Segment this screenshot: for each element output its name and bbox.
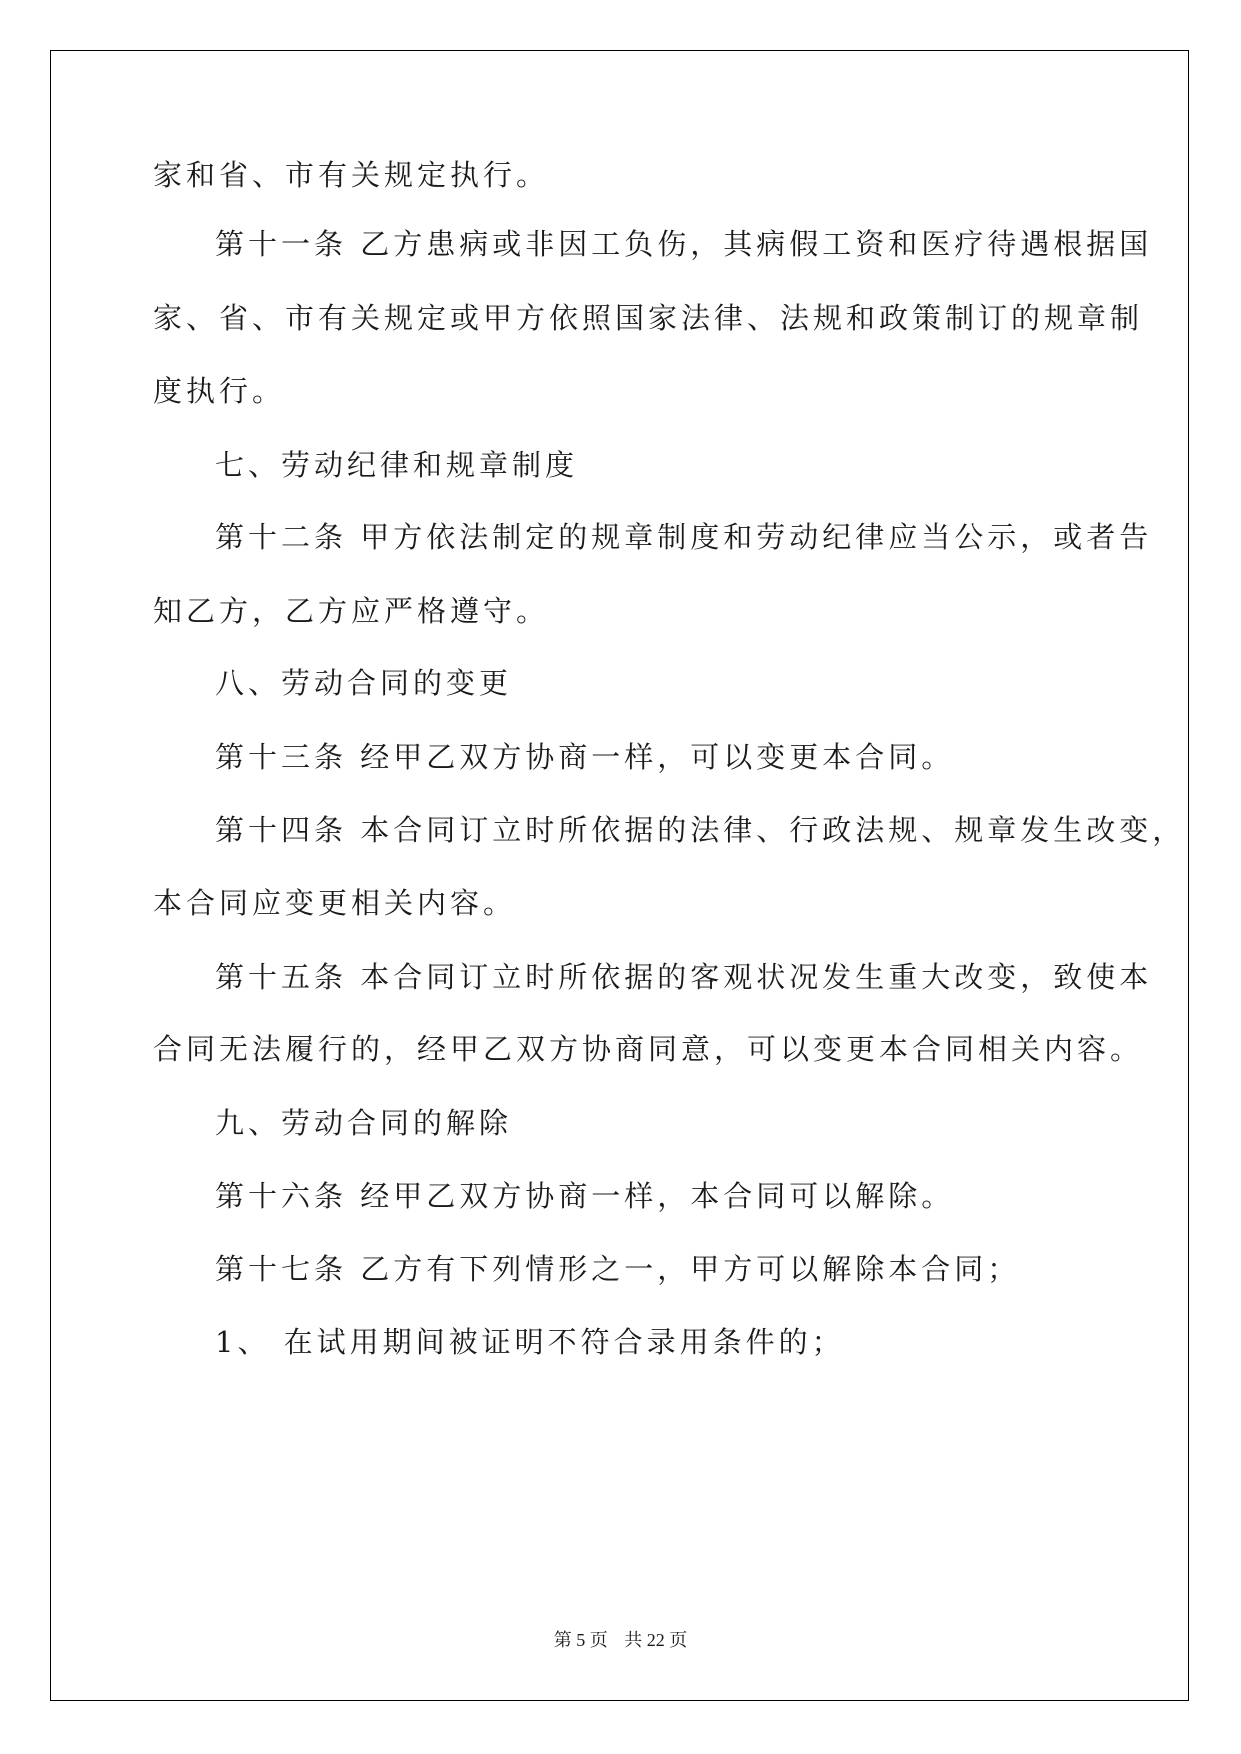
page-border [50, 50, 1189, 1701]
text-line: 家和省、市有关规定执行。 [153, 158, 550, 192]
article-15-line-2: 合同无法履行的，经甲乙双方协商同意，可以变更本合同相关内容。 [153, 1032, 1144, 1066]
article-16-line-1: 第十六条 经甲乙双方协商一样，本合同可以解除。 [215, 1179, 955, 1213]
article-14-line-1: 第十四条 本合同订立时所依据的法律、行政法规、规章发生改变， [215, 813, 1186, 847]
total-pages: 共 22 页 [624, 1630, 688, 1650]
section-heading-7: 七、劳动纪律和规章制度 [215, 448, 579, 482]
article-11-line-2: 家、省、市有关规定或甲方依照国家法律、法规和政策制订的规章制 [153, 301, 1144, 335]
page-footer [0, 1626, 1241, 1652]
article-11-line-1: 第十一条 乙方患病或非因工负伤，其病假工资和医疗待遇根据国 [215, 227, 1153, 261]
section-heading-9: 九、劳动合同的解除 [215, 1106, 513, 1140]
article-15-line-1: 第十五条 本合同订立时所依据的客观状况发生重大改变，致使本 [215, 960, 1153, 994]
list-item-1: 1、 在试用期间被证明不符合录用条件的； [215, 1325, 845, 1359]
article-13-line-1: 第十三条 经甲乙双方协商一样，可以变更本合同。 [215, 740, 955, 774]
section-heading-8: 八、劳动合同的变更 [215, 666, 513, 700]
article-17-line-1: 第十七条 乙方有下列情形之一，甲方可以解除本合同； [215, 1252, 1021, 1286]
article-14-line-2: 本合同应变更相关内容。 [153, 886, 517, 920]
page-number: 第 5 页 [553, 1630, 608, 1650]
article-12-line-1: 第十二条 甲方依法制定的规章制度和劳动纪律应当公示，或者告 [215, 520, 1153, 554]
article-12-line-2: 知乙方，乙方应严格遵守。 [153, 594, 550, 628]
article-11-line-3: 度执行。 [153, 374, 286, 408]
